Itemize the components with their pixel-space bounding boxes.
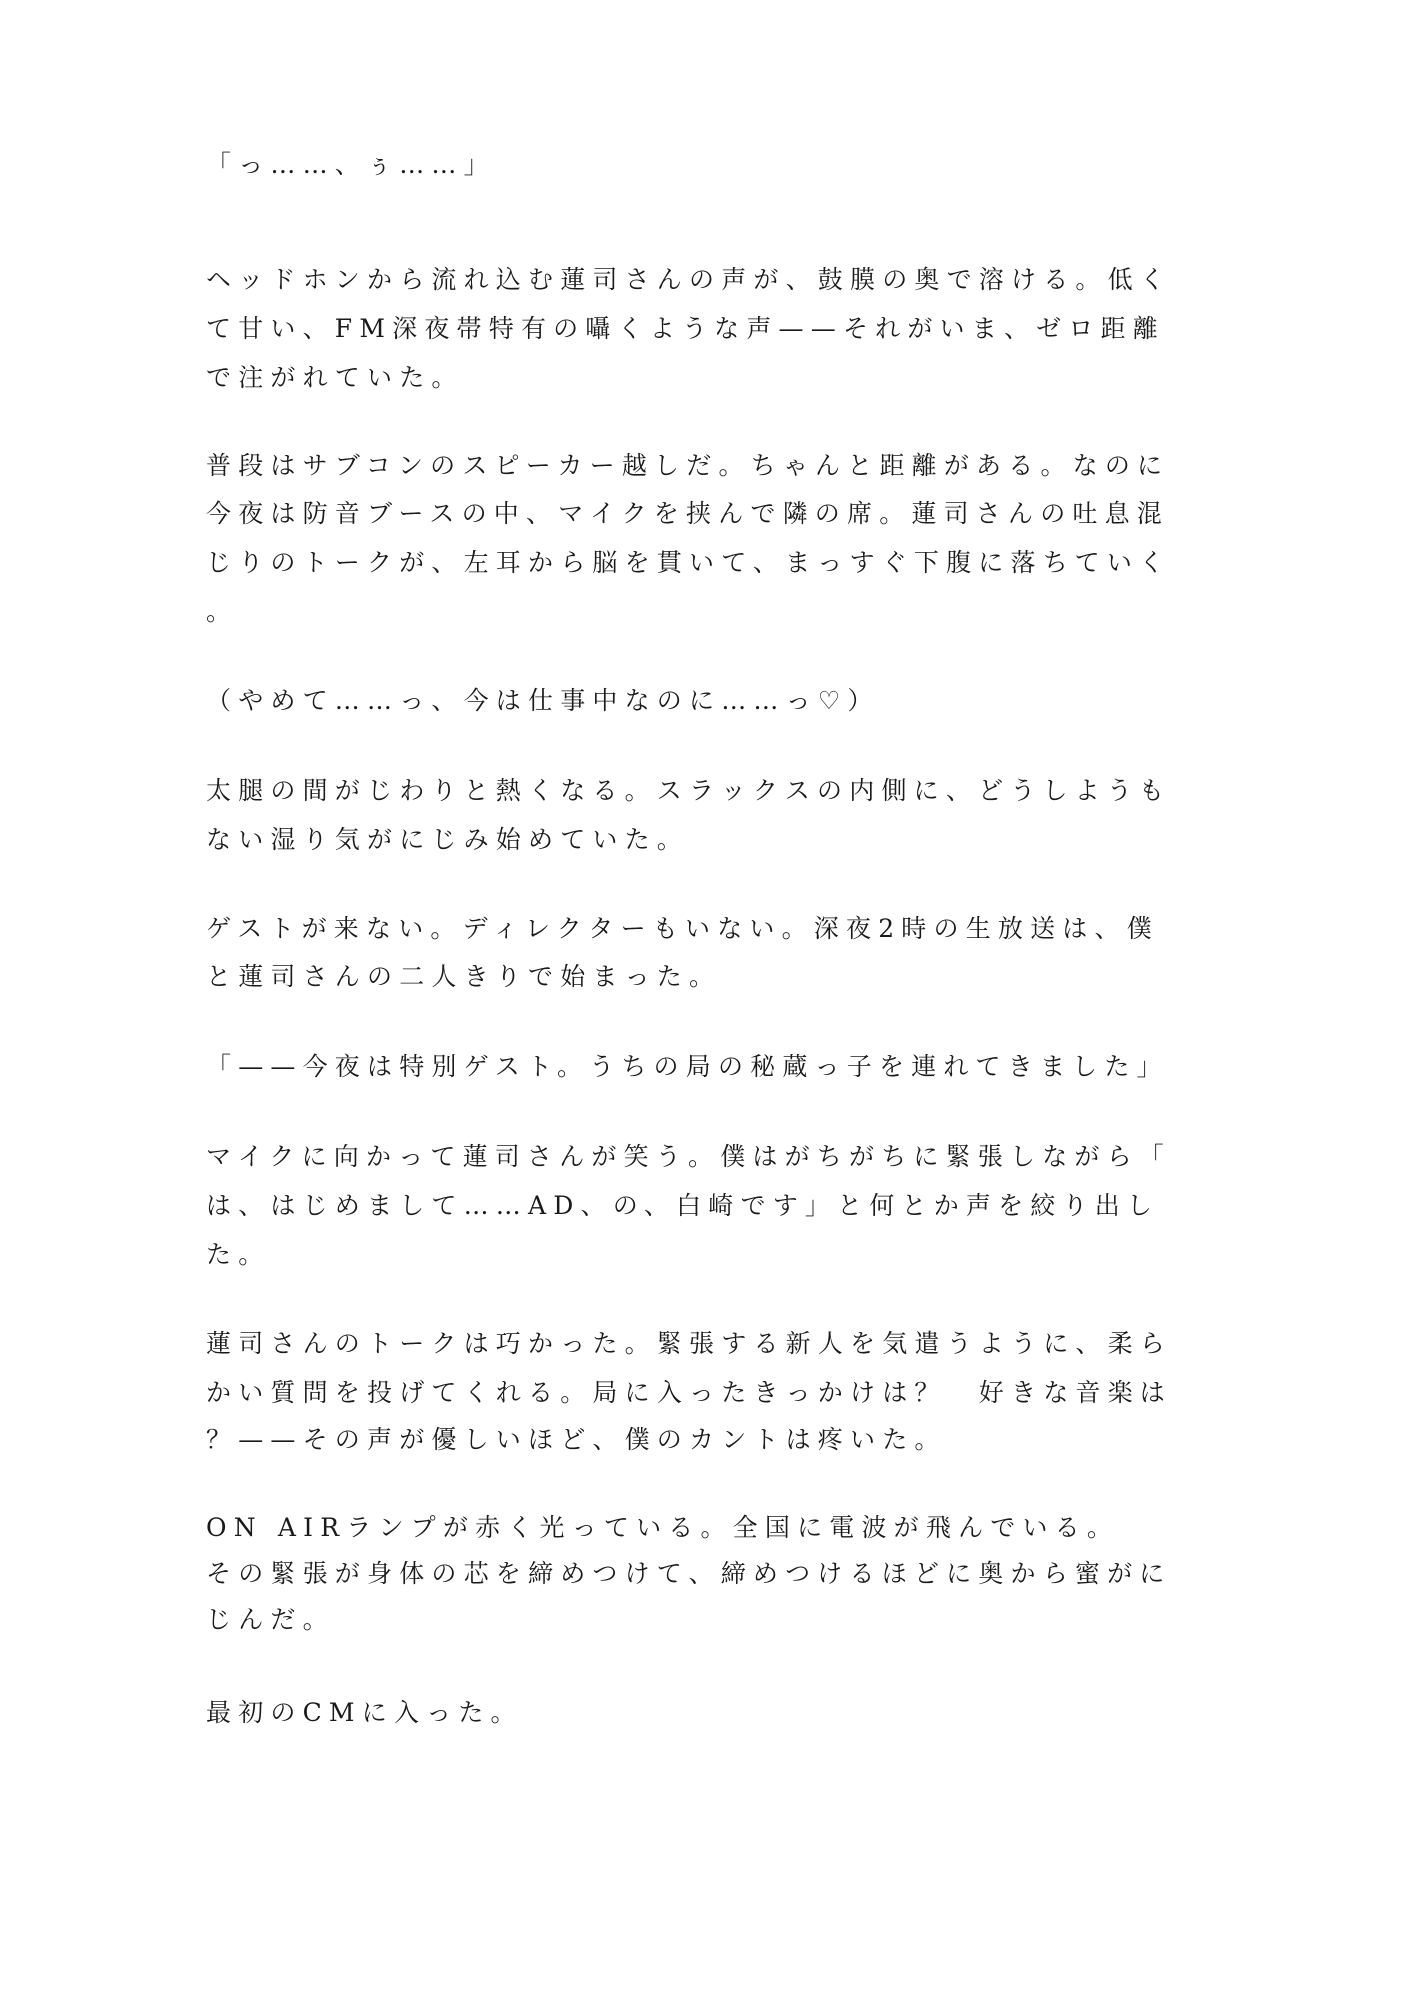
text-line: その緊張が身体の芯を締めつけて、締めつけるほどに奥から蜜がに <box>206 1559 1172 1588</box>
text-line: ない湿り気がにじみ始めていた。 <box>206 825 690 854</box>
text-line: 蓮司さんのトークは巧かった。緊張する新人を気遣うように、柔ら <box>206 1329 1173 1358</box>
text-line: ON AIRランプが赤く光っている。全国に電波が飛んでいる。 <box>206 1513 1120 1542</box>
text-line: 太腿の間がじわりと熱くなる。スラックスの内側に、どうしようも <box>206 776 1172 805</box>
text-line: 普段はサブコンのスピーカー越しだ。ちゃんと距離がある。なのに <box>206 451 1170 480</box>
text-line: 「っ……、ぅ……」 <box>206 150 496 179</box>
text-line: て甘い、FM深夜帯特有の囁くような声——それがいま、ゼロ距離 <box>206 314 1165 343</box>
text-line: じんだ。 <box>206 1605 335 1634</box>
text-line: ゲストが来ない。ディレクターもいない。深夜2時の生放送は、僕 <box>206 914 1159 943</box>
text-line: かい質問を投げてくれる。局に入ったきっかけは？ 好きな音楽は <box>206 1378 1173 1407</box>
text-line: は、はじめまして……AD、の、白崎です」と何とか声を絞り出し <box>206 1191 1160 1220</box>
text-line: で注がれていた。 <box>206 363 464 392</box>
text-line: 今夜は防音ブースの中、マイクを挟んで隣の席。蓮司さんの吐息混 <box>206 499 1170 528</box>
text-line: ？——その声が優しいほど、僕のカントは疼いた。 <box>206 1425 947 1454</box>
text-line: 「——今夜は特別ゲスト。うちの局の秘蔵っ子を連れてきました」 <box>206 1052 1169 1081</box>
text-line: じりのトークが、左耳から脳を貫いて、まっすぐ下腹に落ちていく <box>206 548 1172 577</box>
text-line: 。 <box>206 597 239 626</box>
text-line: と蓮司さんの二人きりで始まった。 <box>206 962 722 991</box>
text-line: マイクに向かって蓮司さんが笑う。僕はがちがちに緊張しながら「 <box>206 1142 1172 1171</box>
text-line: ヘッドホンから流れ込む蓮司さんの声が、鼓膜の奥で溶ける。低く <box>206 265 1173 294</box>
text-line: た。 <box>206 1240 271 1269</box>
text-line: （やめて……っ、今は仕事中なのに……っ♡） <box>206 686 880 715</box>
text-line: 最初のCMに入った。 <box>206 1698 523 1727</box>
